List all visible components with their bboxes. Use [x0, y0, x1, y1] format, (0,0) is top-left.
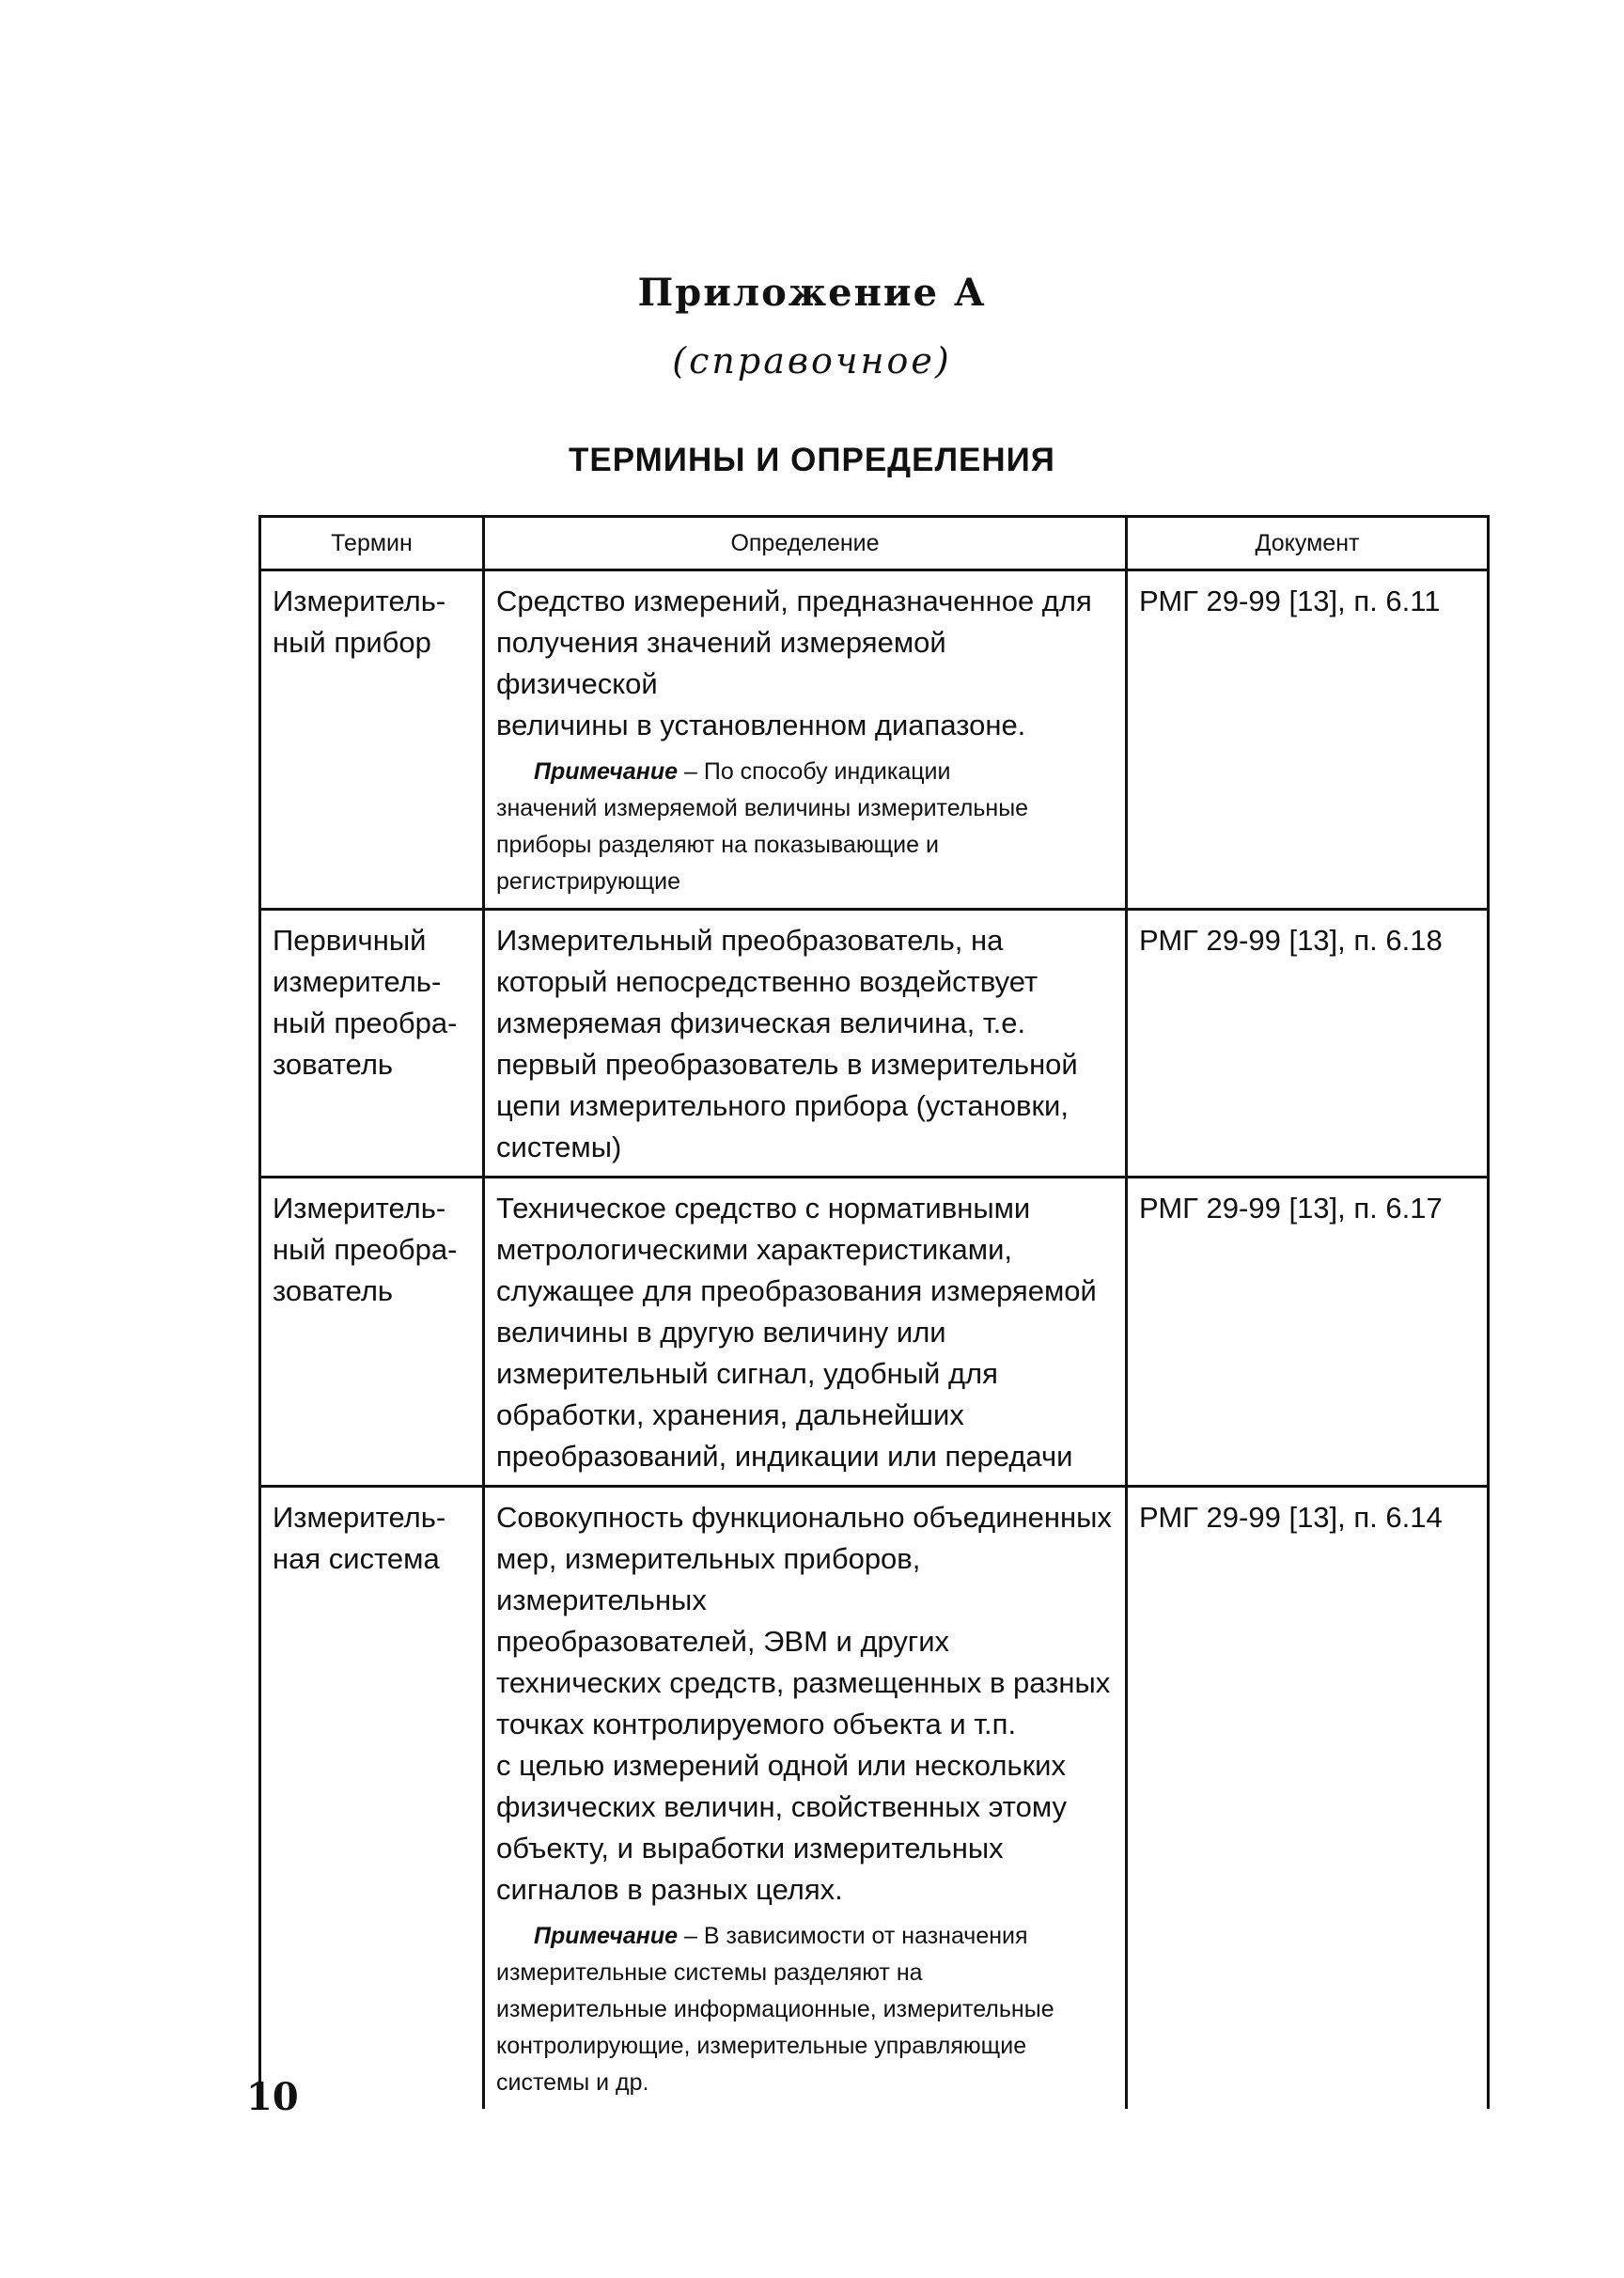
note-text: – В зависимости от назначения измерительные системы разделяют на измерительные информационные, измерительные контролирующие, измерительные управляющие системы и др. — [496, 1923, 1054, 2096]
term-text: Первичный измеритель- ный преобра- зователь — [273, 924, 458, 1081]
document-cell: РМГ 29-99 [13], п. 6.11 — [1127, 570, 1489, 910]
definition-cell — [484, 1487, 1127, 2110]
definition-text: Совокупность функционально объединенных мер, измерительных приборов, измерительных преобразователей, ЭВМ и других технических средств, размещенных в разных точках контролируемого объекта и т.п. с целью измерений одной или нескольких физических величин, свойственных этому объекту, и выработки измерительных сигналов в разных целях. — [496, 1501, 1112, 1906]
document-cell: РМГ 29-99 [13], п. 6.17 — [1127, 1178, 1489, 1487]
table-row — [260, 1178, 1489, 1487]
definition-cell — [484, 570, 1127, 910]
definition-text: Средство измерений, предназначенное для получения значений измеряемой физической величины в установленном диапазоне. — [496, 585, 1092, 741]
term-text: Измеритель- ный прибор — [273, 585, 446, 659]
column-header-term: Термин — [260, 517, 484, 570]
definition-note — [496, 1918, 1114, 2101]
term-text: Измеритель- ный преобра- зователь — [273, 1192, 458, 1307]
note-label: Примечание — [534, 758, 679, 785]
term-cell — [260, 570, 484, 910]
table-row — [260, 910, 1489, 1178]
definition-text: Техническое средство с нормативными метрологическими характеристиками, служащее для преобразования измеряемой величины в другую величину или измерительный сигнал, удобный для обработки, хранения, дальнейших преобразований, индикации или передачи — [496, 1192, 1097, 1473]
term-cell — [260, 910, 484, 1178]
column-header-document: Документ — [1127, 517, 1489, 570]
term-text: Измеритель- ная система — [273, 1501, 446, 1575]
appendix-reference-label: (справочное) — [672, 340, 952, 382]
document-cell: РМГ 29-99 [13], п. 6.18 — [1127, 910, 1489, 1178]
definition-cell — [484, 1178, 1127, 1487]
term-cell — [260, 1487, 484, 2110]
column-header-definition: Определение — [484, 517, 1127, 570]
appendix-heading: Приложение А — [637, 271, 987, 315]
definition-text: Измерительный преобразователь, на который непосредственно воздействует измеряемая физическая величина, т.е. первый преобразователь в измерительной цепи измерительного прибора (установки, системы) — [496, 924, 1078, 1163]
table-header-row — [260, 517, 1489, 570]
note-label: Примечание — [534, 1923, 679, 1949]
document-cell: РМГ 29-99 [13], п. 6.14 — [1127, 1487, 1489, 2110]
table-row — [260, 1487, 1489, 2110]
page-number: 10 — [246, 2075, 299, 2119]
term-cell — [260, 1178, 484, 1487]
table-row — [260, 570, 1489, 910]
definition-note — [496, 754, 1114, 900]
section-title: ТЕРМИНЫ И ОПРЕДЕЛЕНИЯ — [569, 442, 1055, 478]
terms-table — [258, 515, 1490, 2109]
definition-cell — [484, 910, 1127, 1178]
note-text: – По способу индикации значений измеряемой величины измерительные приборы разделяют на показывающие и регистрирующие — [496, 758, 1029, 895]
